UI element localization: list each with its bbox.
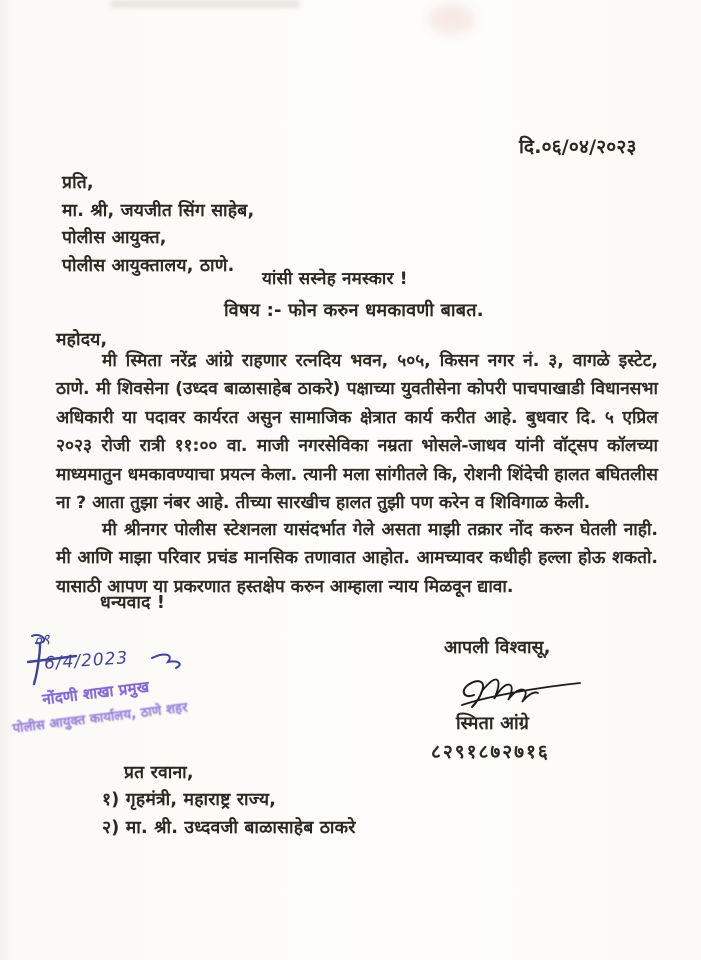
cc-item: १) गृहमंत्री, महाराष्ट्र राज्य, (102, 790, 277, 810)
recipient-line: प्रति, (62, 173, 94, 193)
stamp-handwritten-date: 6/4/2023 (43, 648, 129, 674)
cc-list (102, 786, 356, 842)
recipient-line: पोलीस आयुक्त, (62, 228, 167, 248)
scan-smudge-pink (428, 4, 474, 34)
recipient-line: मा. श्री, जयजीत सिंग साहेब, (62, 200, 255, 221)
greeting-line: महोदय, (56, 330, 108, 350)
subject-line: विषय :- फोन करुन धमकावणी बाबत. (224, 300, 484, 321)
signature-ink (452, 665, 592, 713)
stamp-handwritten-number: ०९ (32, 629, 52, 651)
office-stamp-line-1: नोंदणी शाखा प्रमुख (41, 677, 151, 709)
body-paragraph-1: मी स्मिता नरेंद्र आंग्रे राहणार रत्नदिय भवन, ५०५, किसन नगर नं. ३, वागळे इस्टेट, ठाणे. मी शिवसेना (उध्दव बाळासाहेब ठाकरे) पक्षाच्या युवतीसेना कोपरी पाचपाखाडी विधानसभा अधिकारी या पदावर कार्यरत असुन सामाजिक क्षेत्रात कार्य करीत आहे. बुधवार दि. ५ एप्रिल २०२३ रोजी रात्री ११:०० वा. माजी नगरसेविका नम्रता भोसले-जाधव यांनी वॉट्सप कॉलच्या माध्यमातुन धमकावण्याचा प्रयत्न केला. त्यानी मला सांगीतले कि, रोशनी शिंदेची हालत बघितलीस ना ? आता तुझा नंबर आहे. तीच्या सारखीच हालत तुझी पण करेन व शिविगाळ केली. (56, 351, 658, 514)
thanks-line: धन्यवाद ! (100, 593, 166, 613)
cc-item: २) मा. श्री. उध्दवजी बाळासाहेब ठाकरे (102, 818, 356, 838)
sender-name: स्मिता आंग्रे (456, 713, 530, 734)
salutation-line: यांसी सस्नेह नमस्कार ! (262, 269, 408, 289)
body-paragraph-2: मी श्रीनगर पोलीस स्टेशनला यासंदर्भात गेले असता माझी तक्रार नोंद करुन घेतली नाही. मी आणि माझा परिवार प्रचंड मानसिक तणावात आहोत. आमच्यावर कधीही हल्ला होऊ शकतो. यासाठी आपण या प्रकरणात हस्तक्षेप करुन आम्हाला न्याय मिळवून द्यावा. (56, 520, 658, 597)
closing-line: आपली विश्वासू, (444, 638, 551, 658)
sender-phone: ८२९१८७२७१६ (431, 741, 550, 763)
office-stamp-line-2: पोलीस आयुक्त कार्यालय, ठाणे शहर (11, 700, 189, 737)
recipient-block (62, 170, 254, 280)
recipient-line: पोलीस आयुक्तालय, ठाणे. (62, 255, 235, 276)
letter-date: दि.०६/०४/२०२३ (519, 136, 637, 158)
scan-smudge-top (110, 0, 300, 8)
cc-heading: प्रत रवाना, (124, 763, 194, 783)
